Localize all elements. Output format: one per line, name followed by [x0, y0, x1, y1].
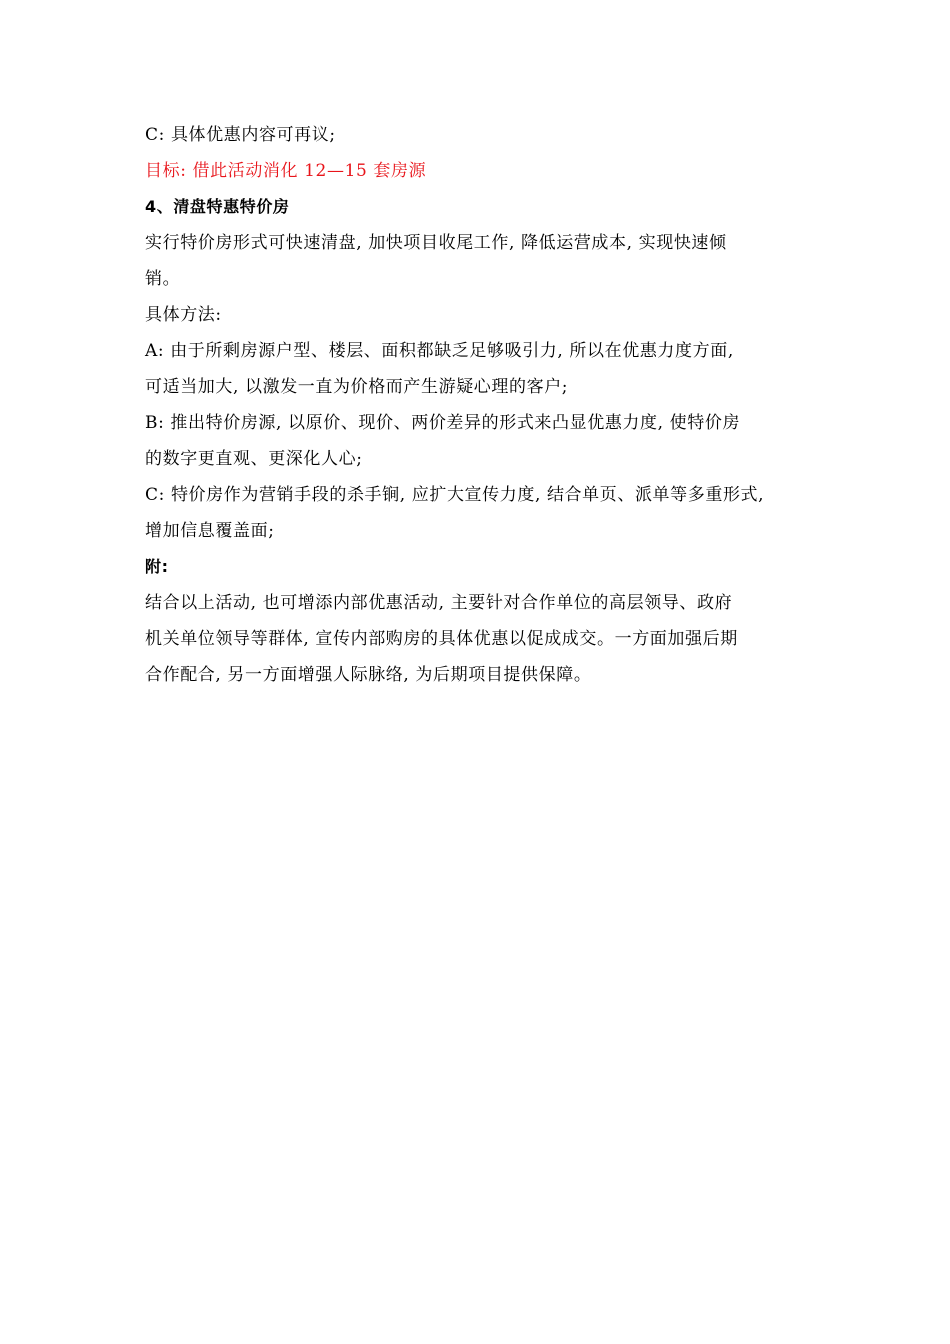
paragraph-line: 销。	[145, 269, 181, 289]
paragraph-line: 实行特价房形式可快速清盘, 加快项目收尾工作, 降低运营成本, 实现快速倾	[145, 233, 727, 253]
document-page	[145, 117, 810, 693]
goal-line: 目标: 借此活动消化 12—15 套房源	[145, 161, 427, 181]
method-a-line: A: 由于所剩房源户型、楼层、面积都缺乏足够吸引力, 所以在优惠力度方面,	[145, 341, 734, 361]
section-heading-4: 4、清盘特惠特价房	[145, 197, 290, 216]
appendix-paragraph-line: 结合以上活动, 也可增添内部优惠活动, 主要针对合作单位的高层领导、政府	[145, 593, 733, 613]
appendix-paragraph-line: 机关单位领导等群体, 宣传内部购房的具体优惠以促成成交。一方面加强后期	[145, 629, 738, 649]
item-c-discount-note: C: 具体优惠内容可再议;	[145, 125, 336, 145]
appendix-heading: 附:	[145, 557, 169, 576]
appendix-paragraph-line: 合作配合, 另一方面增强人际脉络, 为后期项目提供保障。	[145, 665, 592, 685]
method-a-line: 可适当加大, 以激发一直为价格而产生游疑心理的客户;	[145, 377, 569, 397]
method-c-line: 增加信息覆盖面;	[145, 521, 275, 541]
methods-label: 具体方法:	[145, 305, 222, 325]
method-b-line: B: 推出特价房源, 以原价、现价、两价差异的形式来凸显优惠力度, 使特价房	[145, 413, 741, 433]
method-c-line: C: 特价房作为营销手段的杀手锏, 应扩大宣传力度, 结合单页、派单等多重形式,	[145, 485, 765, 505]
method-b-line: 的数字更直观、更深化人心;	[145, 449, 363, 469]
